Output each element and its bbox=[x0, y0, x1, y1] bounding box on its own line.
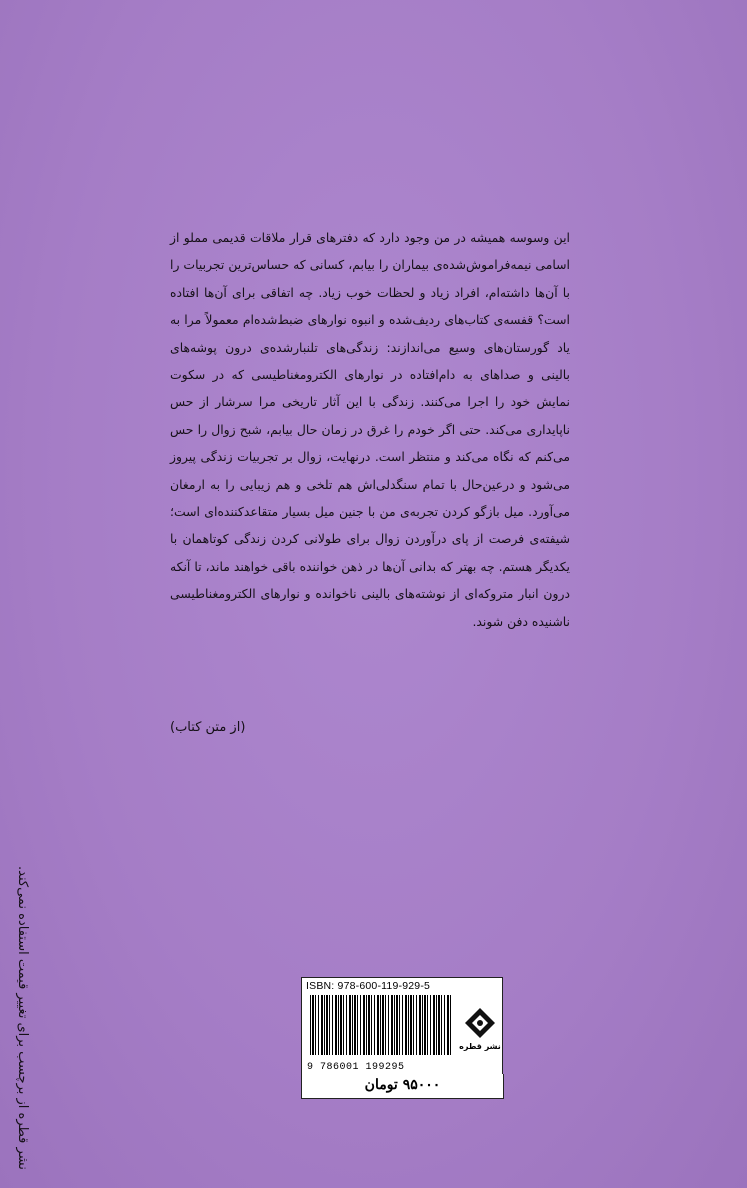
price-panel bbox=[301, 1074, 504, 1099]
publisher-name: نشر قطره bbox=[459, 1042, 501, 1051]
barcode-digits: 9 786001 199295 bbox=[307, 1062, 405, 1073]
publisher-logo-icon bbox=[463, 1006, 497, 1040]
blurb-source: (از متن کتاب) bbox=[170, 720, 246, 735]
publisher-logo-panel bbox=[458, 977, 503, 1075]
isbn-barcode-panel bbox=[301, 977, 460, 1075]
back-cover-blurb: این وسوسه همیشه در من وجود دارد که دفترهای قرار ملاقات قدیمی مملو از اسامی نیمه‌فراموش‌شده‌ی بیماران را بیابم، کسانی که حساس‌ترین تجربیات را با آن‌ها داشته‌ام، افراد زیاد و لحظات خوب زیاد. چه اتفاقی برای آن‌ها افتاده است؟ قفسه‌ی کتاب‌های ردیف‌شده و انبوه نوارهای ضبط‌شده‌ام معمولاً مرا به یاد گورستان‌های وسیع می‌اندازند: زندگی‌های تلنبارشده‌ی درون پوشه‌های بالینی و صداهای به دام‌افتاده در نوارهای الکترومغناطیسی که در سکوت نمایش خود را اجرا می‌کنند. زندگی با این آثار تاریخی مرا سرشار از حس ناپایداری می‌کند. حتی اگر خودم را غرق در زمان حال بیابم، شبح زوال را حس می‌کنم که نگاه می‌کند و منتظر است. درنهایت، زوال بر تجربیات زندگی پیروز می‌شود و درعین‌حال با تمام سنگدلی‌اش هم تلخی و هم زیبایی را به ارمغان می‌آورد. میل بازگو کردن تجربه‌ی من با جنین میل بسیار متقاعدکننده‌ای است؛ شیفته‌ی فرصت از پای درآوردن زوال برای طولانی کردن زندگی کوتاهمان با یکدیگر هستم. چه بهتر که بدانی آن‌ها در ذهن خواننده باقی خواهند ماند، تا آنکه درون انبار متروکه‌ای از نوشته‌های بالینی ناخوانده و نوارهای الکترومغناطیسی ناشنیده دفن شوند. bbox=[170, 230, 570, 629]
isbn-number: ISBN: 978-600-119-929-5 bbox=[306, 980, 431, 992]
barcode-icon bbox=[310, 995, 452, 1055]
price-policy-note: نشر قطره از برچسب برای تغییر قیمت استفاده نمی‌کند. bbox=[15, 866, 30, 1170]
price: ۹۵۰۰۰ تومان bbox=[364, 1077, 441, 1093]
